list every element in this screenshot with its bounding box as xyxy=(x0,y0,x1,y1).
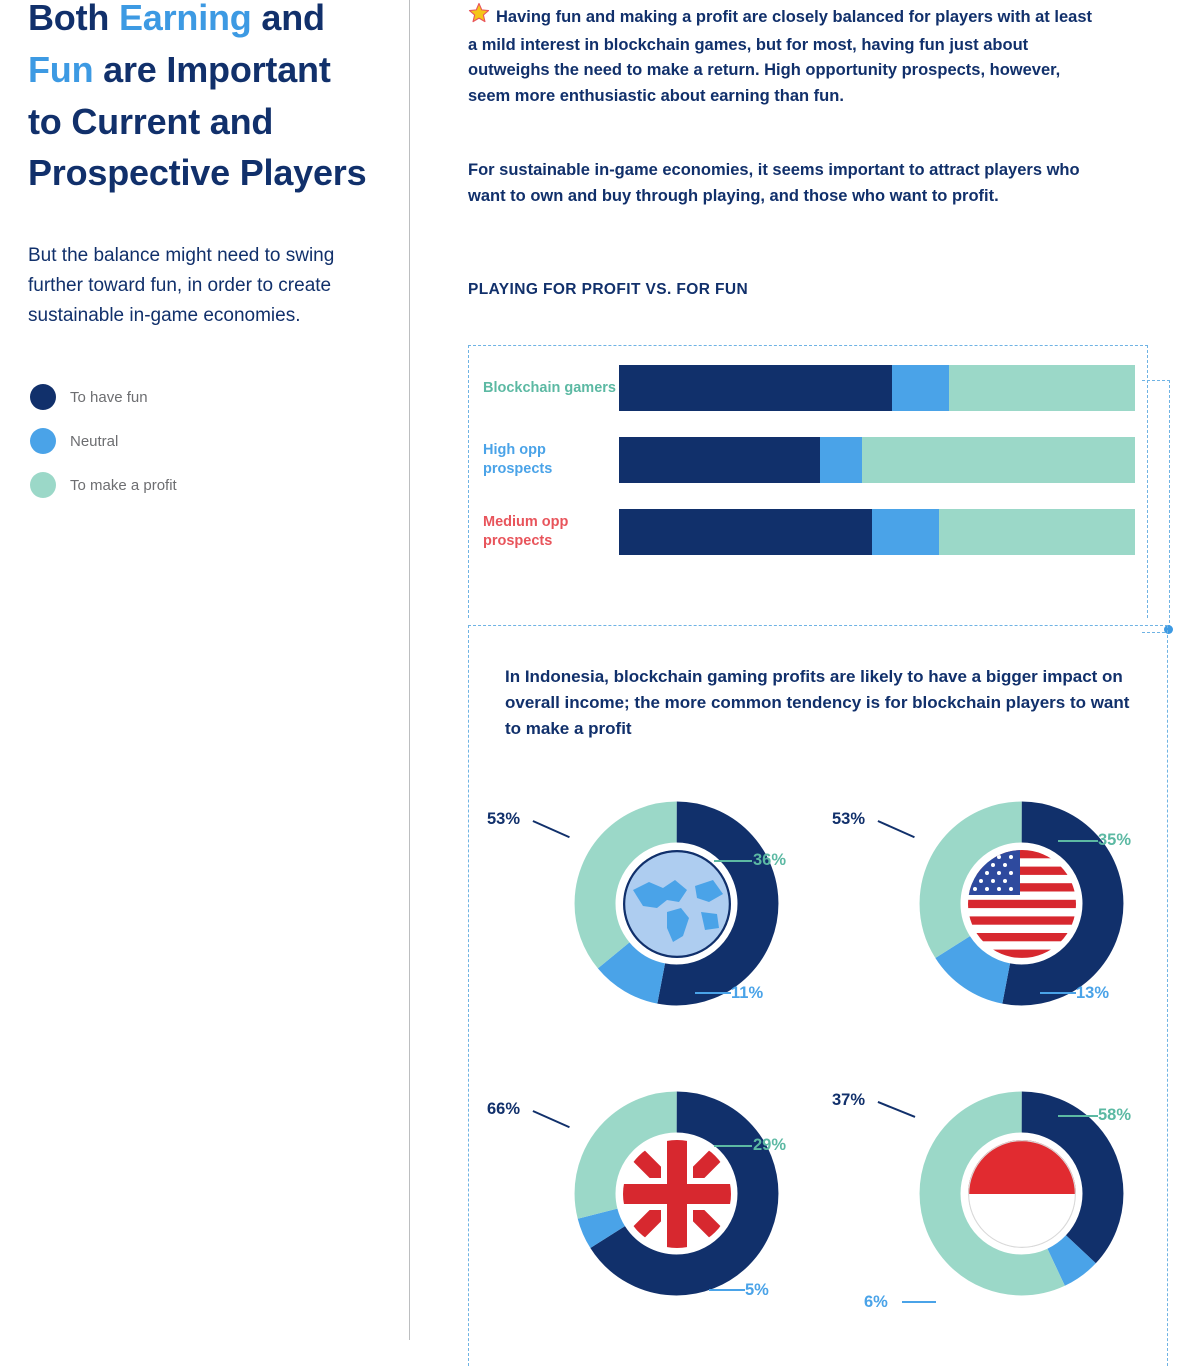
donut-global-leader-profit xyxy=(714,860,752,862)
donut-chart-indonesia xyxy=(832,1076,1189,1366)
donut-chart-united-kingdom xyxy=(487,1076,844,1366)
star-icon xyxy=(468,2,490,33)
donut-uk-leader-fun xyxy=(533,1110,570,1128)
donut-indonesia-leader-fun xyxy=(878,1101,916,1117)
bar-row-blockchain-gamers xyxy=(469,364,1147,412)
bar-segment-profit xyxy=(862,437,1135,483)
legend-label-neutral: Neutral xyxy=(70,432,119,450)
bar-label-high-opp-prospects xyxy=(469,441,619,478)
bar-label-text: Medium opp prospects xyxy=(483,514,569,549)
bar-segment-fun xyxy=(619,437,820,483)
donut-global-label-neutral: 11% xyxy=(731,984,764,1002)
donut-chart-panel xyxy=(468,625,1168,1366)
page-subtitle: But the balance might need to swing further toward fun, in order to create sustainable in-game economies. xyxy=(28,245,335,327)
section-title: PLAYING FOR PROFIT VS. FOR FUN xyxy=(468,281,749,298)
bar-segment-fun xyxy=(619,509,872,555)
bar-segment-profit xyxy=(939,509,1135,555)
donut-us-label-profit: 35% xyxy=(1098,831,1132,849)
donut-global-label-profit: 36% xyxy=(753,851,787,869)
donut-global-leader-fun xyxy=(533,820,570,838)
headline-part-2: and xyxy=(251,0,325,38)
donut-indonesia-label-profit: 58% xyxy=(1098,1106,1132,1124)
headline-part-3: Fun xyxy=(28,48,94,90)
left-column xyxy=(0,0,410,1366)
donut-uk-label-profit: 29% xyxy=(753,1136,787,1154)
legend-item-neutral xyxy=(28,419,370,463)
column-divider xyxy=(409,0,410,1340)
donut-global-wrap xyxy=(569,796,787,1011)
donut-indonesia-label-neutral: 6% xyxy=(864,1293,888,1311)
donut-indonesia-wrap xyxy=(914,1086,1132,1301)
bar-label-medium-opp-prospects xyxy=(469,513,619,550)
donut-us-label-neutral: 13% xyxy=(1076,984,1110,1002)
flag-uk-icon xyxy=(623,1140,731,1248)
donut-uk-leader-profit xyxy=(714,1145,752,1147)
headline-part-0: Both xyxy=(28,0,119,38)
donut-global-label-fun: 53% xyxy=(487,810,521,828)
donut-uk-wrap xyxy=(569,1086,787,1301)
bar-chart-panel xyxy=(468,345,1148,618)
donut-panel-caption: In Indonesia, blockchain gaming profits are likely to have a bigger impact on overall income; the more common tendency is for blockchain players to want to make a profit xyxy=(505,667,1130,738)
donut-uk-label-fun: 66% xyxy=(487,1100,521,1118)
bar-segment-fun xyxy=(619,365,892,411)
dashed-bracket-decoration xyxy=(1142,380,1170,633)
bar-segment-neutral xyxy=(892,365,949,411)
bar-label-blockchain-gamers xyxy=(469,379,619,398)
legend-item-profit xyxy=(28,463,370,507)
donut-chart-united-states xyxy=(832,786,1189,1076)
donut-indonesia-leader-profit xyxy=(1058,1115,1098,1117)
bar-track xyxy=(619,437,1135,483)
legend-swatch-profit xyxy=(30,472,56,498)
bar-chart xyxy=(469,364,1147,580)
donut-uk-leader-neutral xyxy=(709,1289,745,1291)
legend-label-profit: To make a profit xyxy=(70,476,177,494)
bar-row-high-opp-prospects xyxy=(469,436,1147,484)
legend-swatch-neutral xyxy=(30,428,56,454)
donut-us-label-fun: 53% xyxy=(832,810,866,828)
donut-us-wrap xyxy=(914,796,1132,1011)
bar-segment-neutral xyxy=(820,437,861,483)
bar-label-text: Blockchain gamers xyxy=(483,379,616,396)
headline-part-4: are Important to Current and Prospective Players xyxy=(28,48,367,194)
right-column xyxy=(452,0,1198,1366)
bar-label-text: High opp prospects xyxy=(483,442,553,477)
flag-us-icon xyxy=(968,850,1076,958)
headline-part-1: Earning xyxy=(118,0,252,38)
bar-row-medium-opp-prospects xyxy=(469,508,1147,556)
globe-icon xyxy=(623,850,731,958)
chart-legend xyxy=(28,375,370,507)
bar-track xyxy=(619,365,1135,411)
intro-paragraph-2: For sustainable in-game economies, it seems important to attract players who want to own and buy through playing, and those who want to profit. xyxy=(468,161,1080,205)
donut-indonesia-label-fun: 37% xyxy=(832,1091,866,1109)
bar-track xyxy=(619,509,1135,555)
intro-paragraph-1 xyxy=(468,2,1093,109)
legend-swatch-fun xyxy=(30,384,56,410)
donut-uk-label-neutral: 5% xyxy=(745,1281,769,1299)
donut-us-leader-profit xyxy=(1058,840,1098,842)
donut-chart-global xyxy=(487,786,844,1076)
donut-indonesia-leader-neutral xyxy=(902,1301,936,1303)
bar-segment-neutral xyxy=(872,509,939,555)
donut-global-leader-neutral xyxy=(695,992,731,994)
legend-item-fun xyxy=(28,375,370,419)
intro-paragraph-1-text: Having fun and making a profit are closely balanced for players with at least a mild interest in blockchain games, but for most, having fun just about outweighs the need to make a return. High opportunity prospects, however, seem more enthusiastic about earning than fun. xyxy=(468,8,1092,105)
legend-label-fun: To have fun xyxy=(70,388,148,406)
donut-us-leader-fun xyxy=(878,820,915,838)
flag-indonesia-icon xyxy=(968,1140,1076,1248)
donut-us-leader-neutral xyxy=(1040,992,1076,994)
bar-segment-profit xyxy=(949,365,1135,411)
page-title xyxy=(28,0,370,199)
